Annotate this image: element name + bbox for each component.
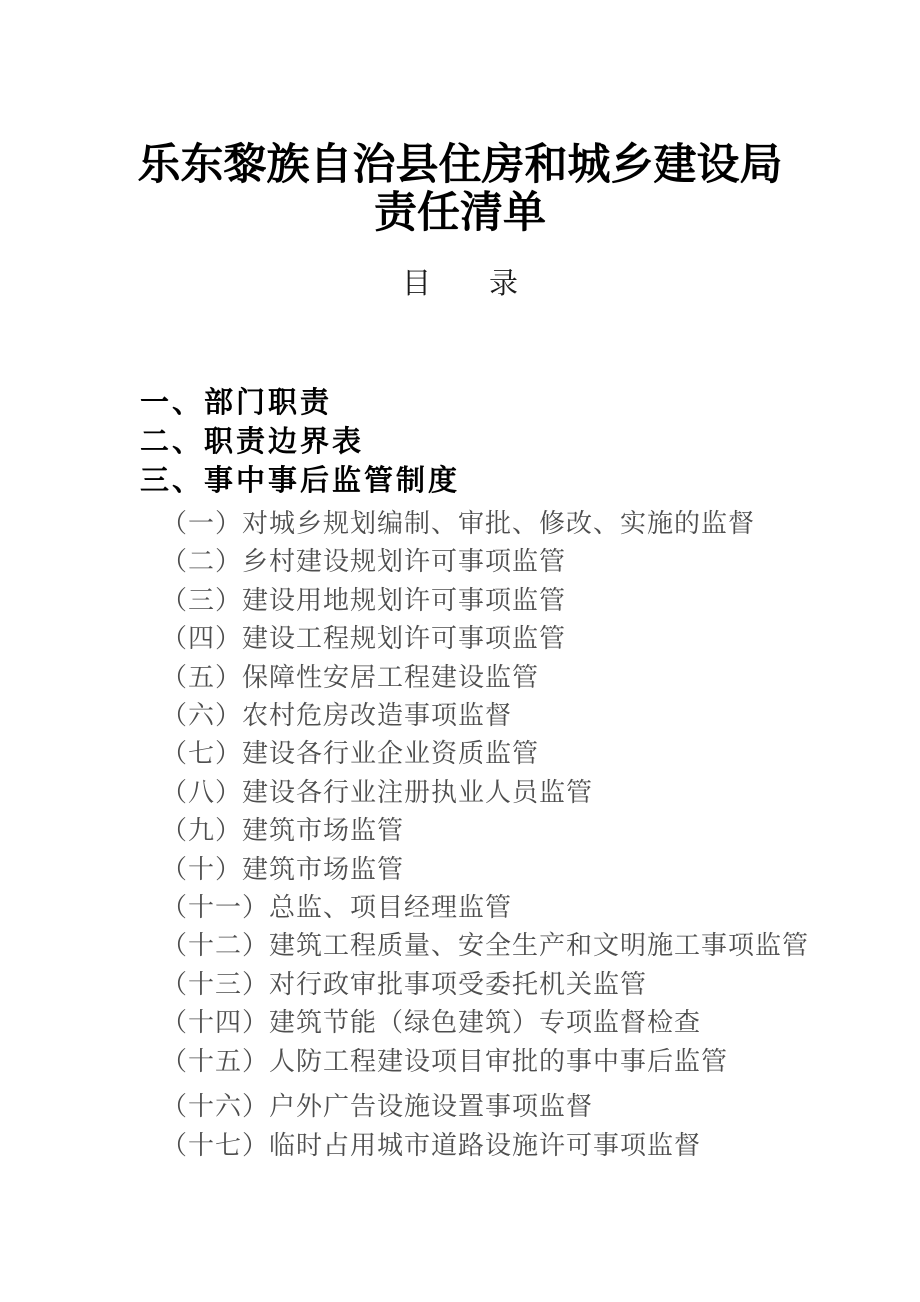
- document-title-line-2: 责任清单: [374, 190, 546, 237]
- toc-main-item-3: 三、事中事后监管制度: [140, 465, 461, 497]
- toc-sub-item-2: （二）乡村建设规划许可事项监管: [161, 547, 567, 577]
- toc-sub-item-5: （五）保障性安居工程建设监管: [161, 662, 540, 692]
- toc-sub-item-7: （七）建设各行业企业资质监管: [161, 739, 540, 769]
- toc-sub-item-11: （十一）总监、项目经理监管: [161, 893, 513, 923]
- toc-sub-item-15: （十五）人防工程建设项目审批的事中事后监管: [161, 1046, 729, 1076]
- toc-sub-item-12: （十二）建筑工程质量、安全生产和文明施工事项监管: [161, 931, 810, 961]
- toc-heading: 目 录: [401, 268, 518, 300]
- toc-sub-item-13: （十三）对行政审批事项受委托机关监管: [161, 969, 648, 999]
- toc-main-item-1: 一、部门职责: [140, 387, 333, 419]
- toc-main-item-2: 二、职责边界表: [140, 426, 365, 458]
- toc-sub-item-14: （十四）建筑节能（绿色建筑）专项监督检查: [161, 1008, 702, 1038]
- toc-sub-item-3: （三）建设用地规划许可事项监管: [161, 585, 567, 615]
- toc: [140, 384, 870, 1165]
- toc-sub-list: [140, 505, 870, 1165]
- toc-sub-item-16: （十六）户外广告设施设置事项监督: [161, 1092, 594, 1122]
- toc-sub-item-6: （六）农村危房改造事项监督: [161, 701, 513, 731]
- toc-sub-item-4: （四）建设工程规划许可事项监管: [161, 624, 567, 654]
- toc-sub-item-8: （八）建设各行业注册执业人员监管: [161, 777, 594, 807]
- document-title: [0, 142, 920, 238]
- toc-sub-item-9: （九）建筑市场监管: [161, 816, 405, 846]
- toc-sub-item-17: （十七）临时占用城市道路设施许可事项监督: [161, 1130, 702, 1160]
- toc-sub-item-10: （十）建筑市场监管: [161, 854, 405, 884]
- document-title-line-1: 乐东黎族自治县住房和城乡建设局: [137, 142, 783, 189]
- toc-sub-item-1: （一）对城乡规划编制、审批、修改、实施的监督: [161, 509, 756, 538]
